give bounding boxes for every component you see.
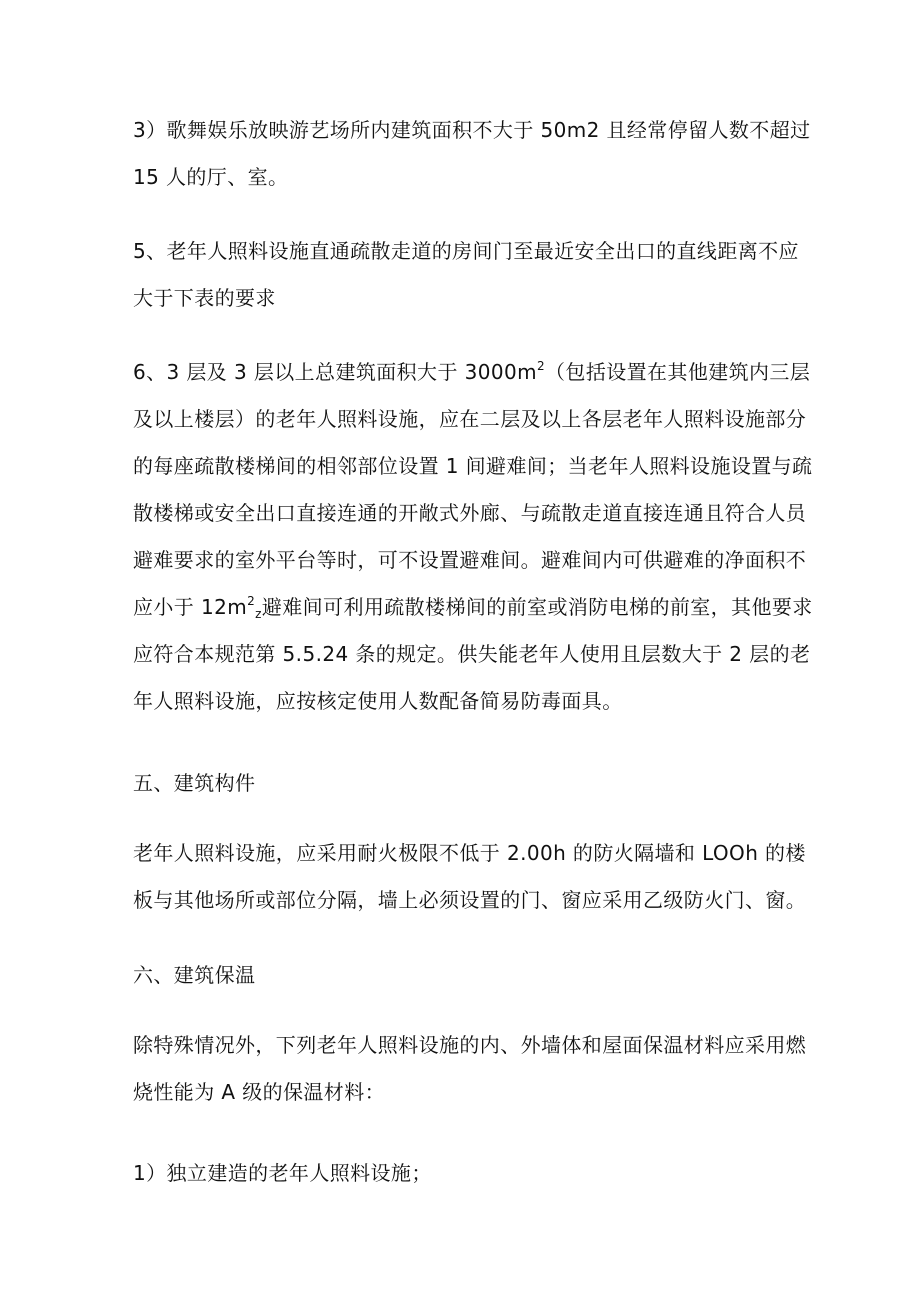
section-heading-6: [133, 952, 798, 999]
list-item-1: [133, 1150, 798, 1197]
text-line: 及以上楼层）的老年人照料设施，应在二层及以上各层老年人照料设施部分: [133, 407, 807, 431]
text-line: 避难要求的室外平台等时，可不设置避难间。避难间内可供避难的净面积不: [133, 548, 807, 572]
superscript: 2: [247, 594, 256, 608]
text-line: [133, 349, 811, 396]
text-line: 老年人照料设施，应采用耐火极限不低于 2.00h 的防火隔墙和 LOOh 的楼: [133, 841, 806, 865]
text-line: 年人照料设施，应按核定使用人数配备简易防毒面具。: [133, 689, 623, 713]
text-line: 大于下表的要求: [133, 286, 276, 310]
subscript: z: [255, 607, 262, 621]
text-segment: （包括设置在其他建筑内三层: [545, 360, 811, 384]
text-line: 板与其他场所或部位分隔，墙上必须设置的门、窗应采用乙级防火门、窗。: [133, 888, 807, 912]
text-segment: 应小于 12m: [133, 595, 248, 619]
text-line: [133, 584, 813, 631]
text-line: 烧性能为 A 级的保温材料：: [133, 1080, 385, 1104]
superscript: 2: [536, 359, 546, 373]
text-line: 1）独立建造的老年人照料设施；: [133, 1161, 432, 1185]
text-segment: 避难间可利用疏散楼梯间的前室或消防电梯的前室，其他要求: [261, 595, 813, 619]
text-line: 散楼梯或安全出口直接连通的开敞式外廊、与疏散走道直接连通且符合人员: [133, 501, 807, 525]
section-body-6: [133, 1022, 807, 1116]
text-line: 应符合本规范第 5.5.24 条的规定。供失能老年人使用且层数大于 2 层的老: [133, 642, 811, 666]
heading-text: 六、建筑保温: [133, 963, 256, 987]
paragraph-item-5: [133, 228, 798, 322]
paragraph-item-6: [133, 349, 813, 725]
text-line: 3）歌舞娱乐放映游艺场所内建筑面积不大于 50m2 且经常停留人数不超过: [133, 118, 811, 142]
section-body-5: [133, 830, 807, 924]
text-line: 的每座疏散楼梯间的相邻部位设置 1 间避难间；当老年人照料设施设置与疏: [133, 454, 813, 478]
text-segment: 6、3 层及 3 层以上总建筑面积大于 3000m: [133, 360, 537, 384]
text-line: 5、老年人照料设施直通疏散走道的房间门至最近安全出口的直线距离不应: [133, 239, 799, 263]
text-line: 15 人的厅、室。: [133, 165, 289, 189]
section-heading-5: [133, 760, 798, 807]
text-line: 除特殊情况外，下列老年人照料设施的内、外墙体和屋面保温材料应采用燃: [133, 1033, 807, 1057]
heading-text: 五、建筑构件: [133, 771, 256, 795]
paragraph-item-3: [133, 107, 811, 201]
